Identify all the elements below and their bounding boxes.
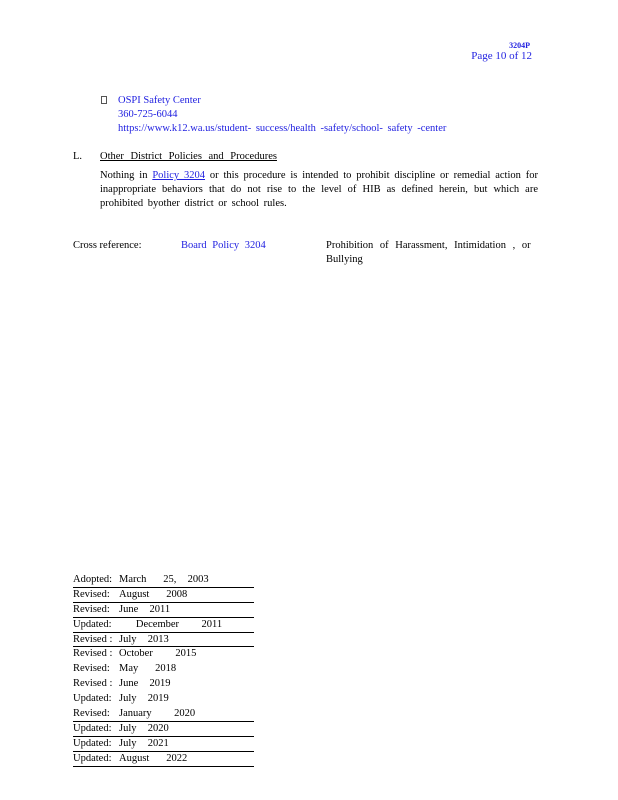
- history-label: Revised :: [73, 678, 113, 690]
- history-label: Updated:: [73, 752, 112, 764]
- history-date: October 2015: [119, 648, 197, 660]
- policy-history: [73, 573, 254, 767]
- history-date: July 2021: [119, 737, 169, 749]
- history-label: Updated:: [73, 737, 112, 749]
- history-date: August 2008: [119, 588, 188, 600]
- history-row: [73, 677, 254, 692]
- history-label: Updated:: [73, 618, 112, 630]
- history-date: July 2020: [119, 722, 169, 734]
- history-row: [73, 737, 254, 752]
- section-letter: L.: [73, 151, 83, 162]
- paragraph-text-before: Nothing in: [100, 170, 153, 181]
- section-paragraph: [100, 169, 538, 211]
- paragraph-text-after: or this procedure is intended to prohibit discipline or remedial action for inappropriate behaviors that do not rise to the level of HIB as defined herein, but which are prohibited byother district or school rules.: [100, 170, 538, 209]
- history-date: June 2019: [119, 678, 171, 690]
- history-label: Revised:: [73, 708, 110, 720]
- history-label: Revised:: [73, 603, 110, 615]
- history-row: [73, 618, 254, 633]
- history-label: Adopted:: [73, 574, 113, 585]
- policy-code: 3204P: [509, 41, 530, 50]
- history-date: July 2013: [119, 633, 169, 645]
- history-date: May 2018: [119, 663, 177, 675]
- history-row: [73, 707, 254, 722]
- history-row: [73, 647, 254, 662]
- history-label: Revised :: [73, 648, 113, 660]
- history-row: [73, 662, 254, 677]
- history-date: July 2019: [119, 693, 169, 705]
- cross-reference-label: Cross reference:: [73, 240, 142, 251]
- resource-name[interactable]: OSPI Safety Center: [118, 95, 201, 106]
- history-label: Revised:: [73, 663, 110, 675]
- history-row: [73, 588, 254, 603]
- history-label: Revised:: [73, 588, 110, 600]
- history-date: January 2020: [119, 708, 196, 720]
- history-label: Updated:: [73, 693, 112, 705]
- board-policy-link[interactable]: Board Policy 3204: [181, 240, 266, 251]
- resource-url-link[interactable]: https://www.k12.wa.us/student- success/health -safety/school- safety -center: [118, 123, 447, 134]
- history-date: March 25, 2003: [119, 574, 209, 585]
- history-row: [73, 603, 254, 618]
- history-row: [73, 752, 254, 767]
- history-row: [73, 722, 254, 737]
- resource-phone[interactable]: 360-725-6044: [118, 109, 178, 120]
- history-date: August 2022: [119, 752, 188, 764]
- history-label: Revised :: [73, 633, 113, 645]
- history-date: December 2011: [119, 618, 223, 630]
- cross-reference-title: Prohibition of Harassment, Intimidation , or Bullying: [326, 240, 531, 265]
- square-bullet-icon: [101, 96, 107, 104]
- history-row: [73, 633, 254, 648]
- page-number: Page 10 of 12: [471, 50, 532, 62]
- history-date: June 2011: [119, 603, 171, 615]
- history-row: [73, 692, 254, 707]
- history-row: [73, 573, 254, 588]
- policy-3204-link[interactable]: Policy 3204: [152, 170, 206, 181]
- section-heading: Other District Policies and Procedures: [100, 151, 277, 162]
- history-label: Updated:: [73, 722, 112, 734]
